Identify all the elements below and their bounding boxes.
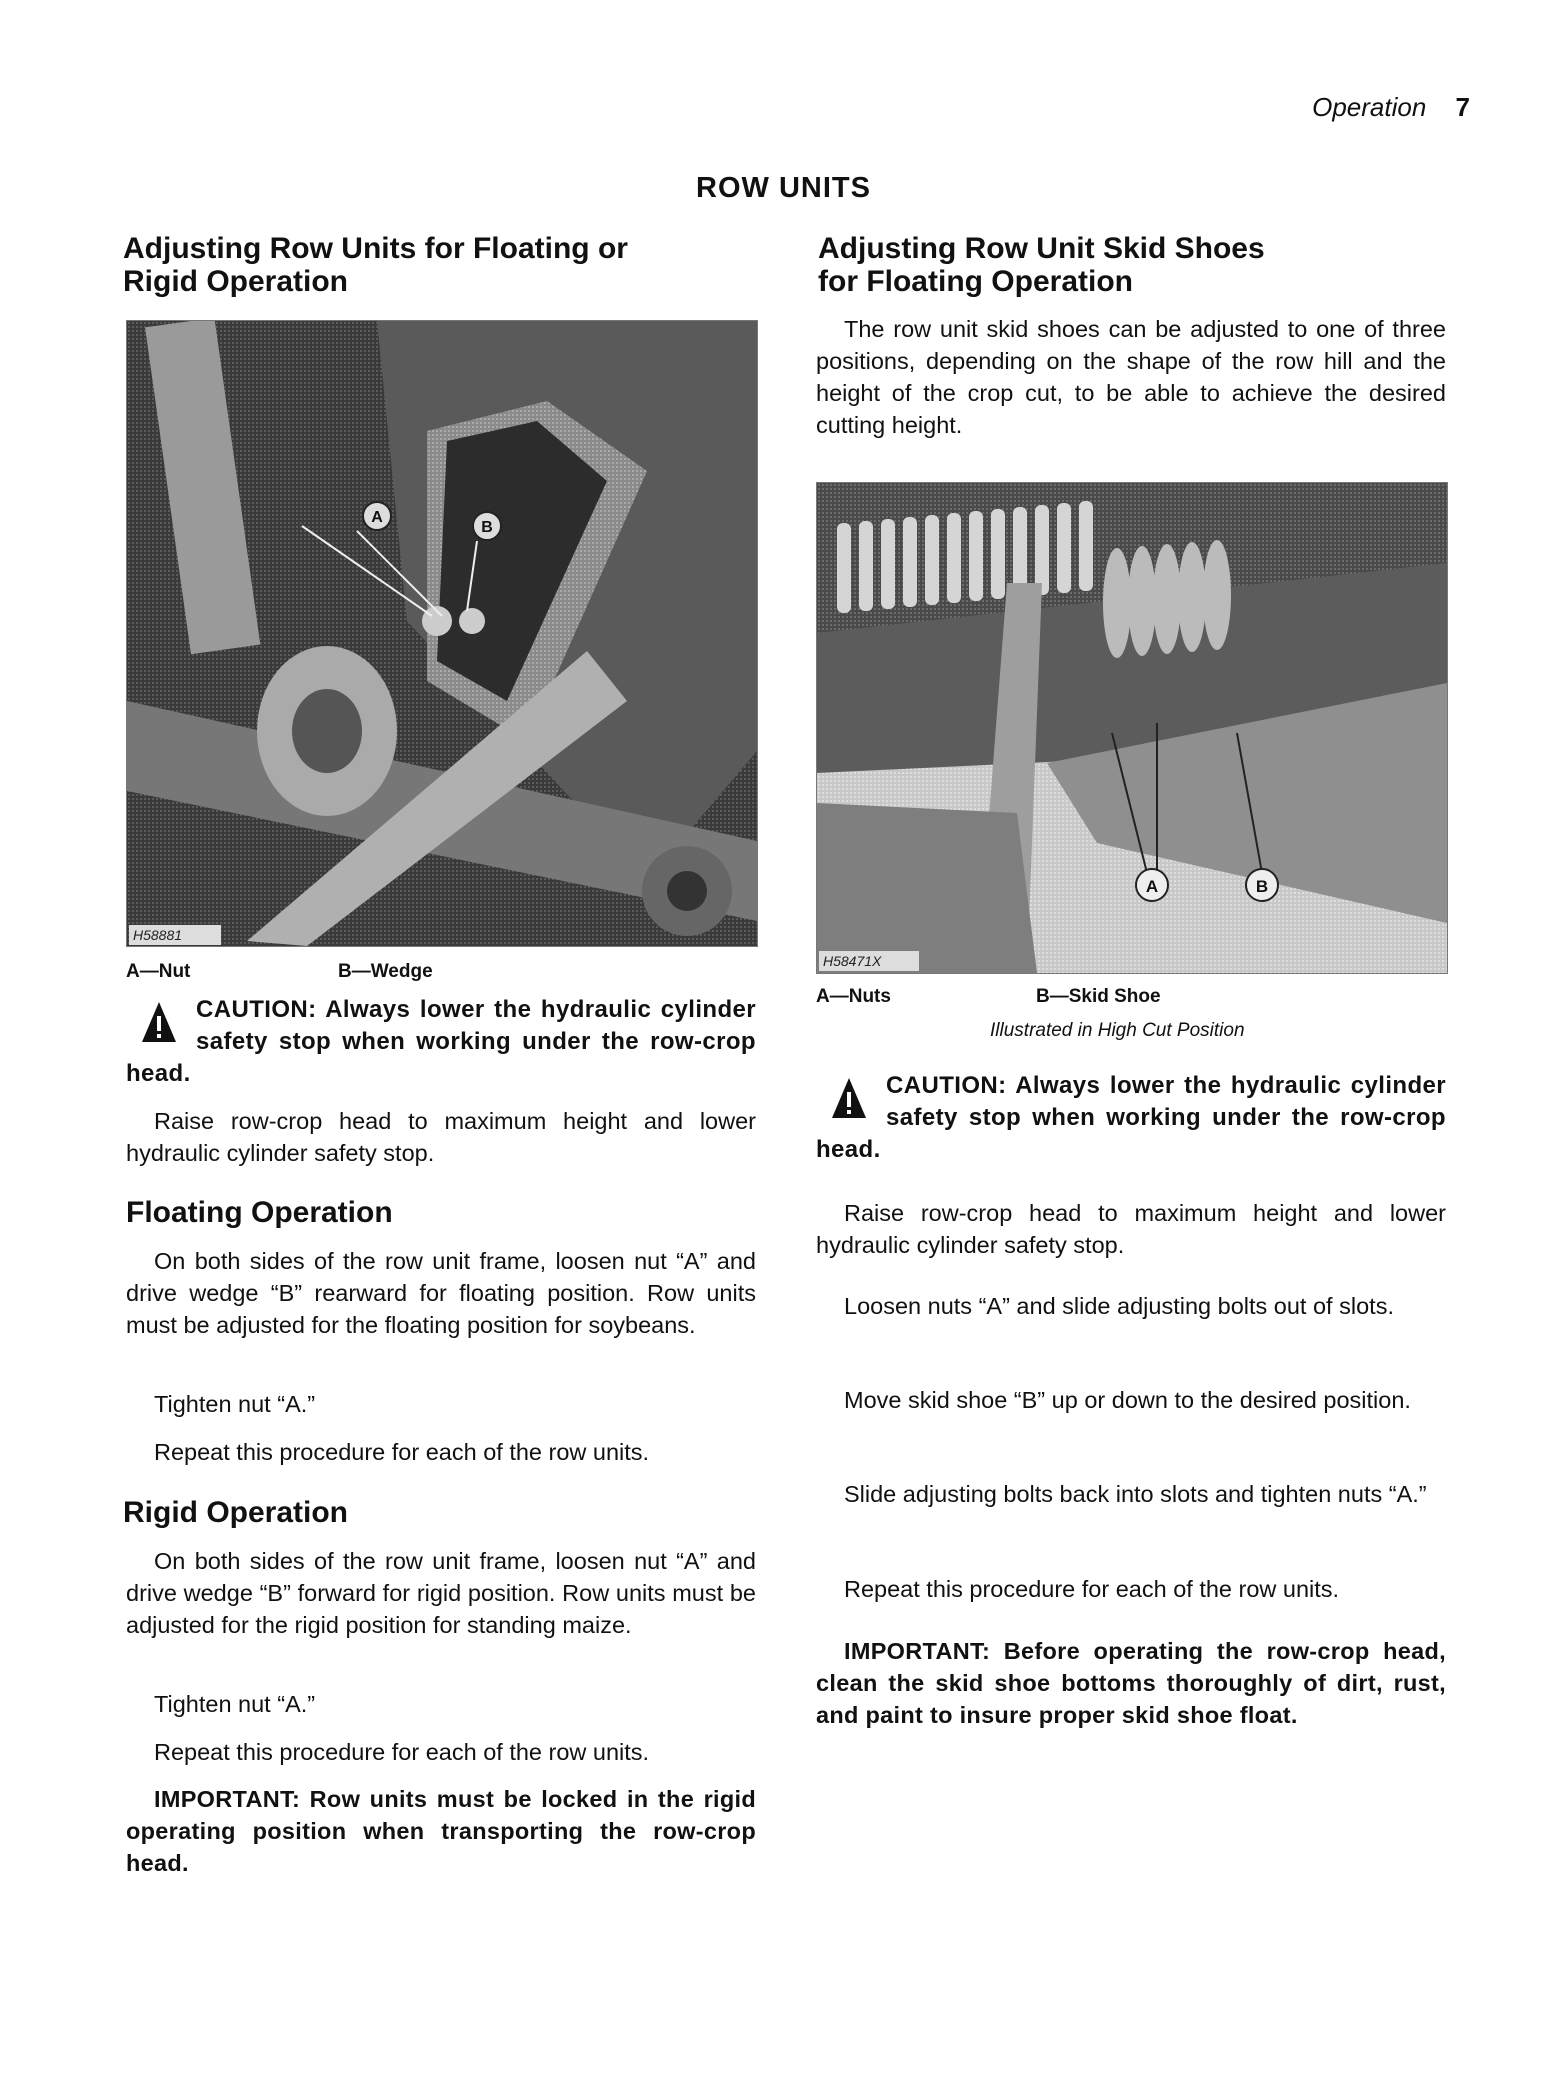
floating-heading: Floating Operation: [126, 1196, 393, 1229]
row-unit-illustration: [127, 321, 757, 946]
rigid-p3: Repeat this procedure for each of the row units.: [154, 1739, 650, 1765]
wedge-nut-photo: [126, 320, 758, 947]
callout-b: B: [481, 519, 493, 536]
right-intro: The row unit skid shoes can be adjusted to one of three positions, depending on the shape of the row hill and the height of the crop cut, to be able to achieve the desired cutting height.: [816, 316, 1446, 438]
floating-p1: On both sides of the row unit frame, loosen nut “A” and drive wedge “B” rearward for floating position. Row units must be adjusted for the floating position for soybeans.: [126, 1248, 756, 1338]
running-section-title: Operation: [1312, 92, 1427, 122]
floating-p2: Tighten nut “A.”: [154, 1391, 316, 1417]
right-important: IMPORTANT: Before operating the row-crop head, clean the skid shoe bottoms thoroughly of dirt, rust, and paint to insure proper skid shoe float.: [816, 1638, 1446, 1728]
callout-a-right: A: [1145, 877, 1159, 896]
page-number: 7: [1455, 92, 1470, 122]
caption-b-right: B—Skid Shoe: [1036, 986, 1161, 1007]
warning-triangle-icon: [830, 1076, 868, 1120]
step-4: Slide adjusting bolts back into slots and tighten nuts “A.”: [844, 1481, 1427, 1507]
skid-shoe-photo: [816, 482, 1448, 974]
floating-p3: Repeat this procedure for each of the row units.: [154, 1439, 650, 1465]
step-3: Move skid shoe “B” up or down to the desired position.: [844, 1387, 1411, 1413]
photo-code-right: H58471X: [823, 953, 882, 969]
left-caution: [126, 994, 756, 1090]
callout-a: A: [371, 509, 383, 526]
caption-b: B—Wedge: [338, 961, 433, 982]
rigid-p1: On both sides of the row unit frame, loosen nut “A” and drive wedge “B” forward for rigid position. Row units must be adjusted for the rigid position for standing maize.: [126, 1548, 756, 1638]
right-heading: Adjusting Row Unit Skid Shoes for Floating Operation: [818, 232, 1265, 298]
right-caution: [816, 1070, 1446, 1166]
photo-code: H58881: [133, 927, 183, 943]
caption-a: A—Nut: [126, 961, 191, 982]
page-header: [1220, 92, 1470, 123]
caution-text: CAUTION: Always lower the hydraulic cylinder safety stop when working under the row-crop head.: [816, 1072, 1446, 1163]
left-raise-text: Raise row-crop head to maximum height and lower hydraulic cylinder safety stop.: [126, 1108, 756, 1166]
step-1: Raise row-crop head to maximum height and lower hydraulic cylinder safety stop.: [816, 1200, 1446, 1258]
step-2: Loosen nuts “A” and slide adjusting bolts out of slots.: [844, 1293, 1394, 1319]
rigid-heading: Rigid Operation: [123, 1496, 348, 1529]
step-5: Repeat this procedure for each of the row units.: [844, 1576, 1340, 1602]
warning-triangle-icon: [140, 1000, 178, 1044]
caption-note: Illustrated in High Cut Position: [990, 1020, 1245, 1041]
caution-text: CAUTION: Always lower the hydraulic cylinder safety stop when working under the row-crop head.: [126, 996, 756, 1087]
page-title: ROW UNITS: [696, 172, 871, 204]
left-important: IMPORTANT: Row units must be locked in the rigid operating position when transporting the row-crop head.: [126, 1786, 756, 1876]
left-heading: Adjusting Row Units for Floating or Rigid Operation: [123, 232, 628, 298]
rigid-p2: Tighten nut “A.”: [154, 1691, 316, 1717]
callout-b-right: B: [1255, 877, 1269, 896]
caption-a-right: A—Nuts: [816, 986, 891, 1007]
skid-shoe-illustration: [817, 483, 1447, 973]
